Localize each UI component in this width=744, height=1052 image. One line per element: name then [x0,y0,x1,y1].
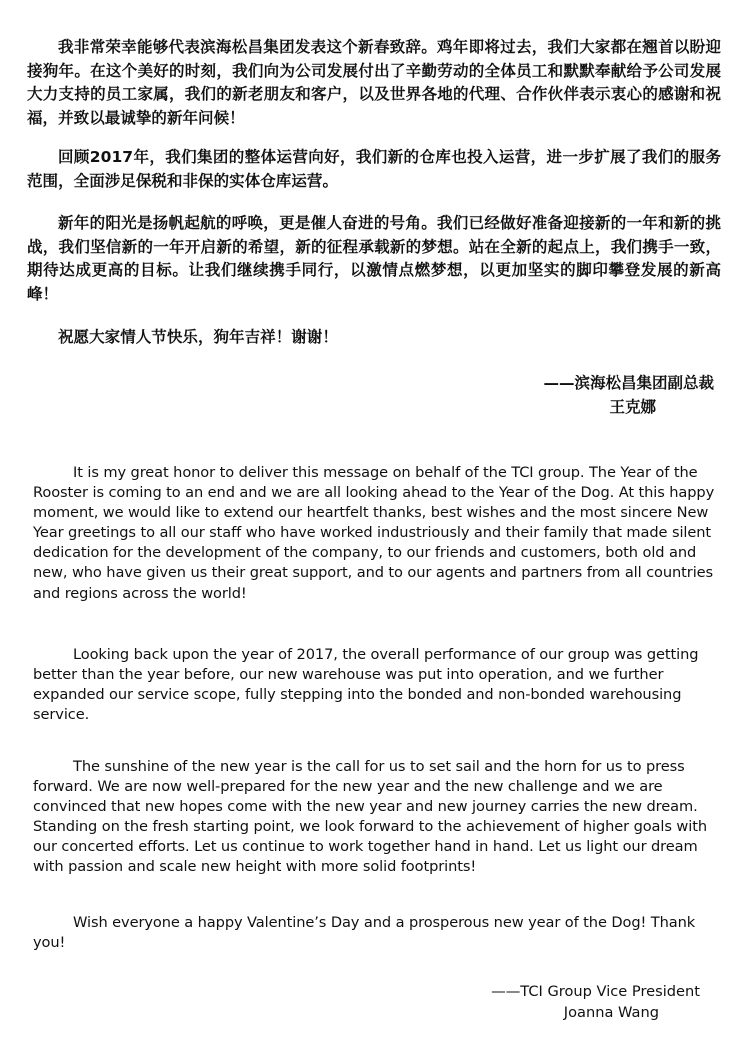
english-paragraph-1: It is my great honor to deliver this message on behalf of the TCI group. The Year of the Rooster is coming to an end and we are all looking ahead to the Year of the Dog. At this happy moment, we would like to extend our heartfelt thanks, best wishes and the most sincere New Year greetings to all our staff who have worked industriously and their family that made silent dedication for the development of the company, to our friends and customers, both old and new, who have given us their great support, and to our agents and partners from all countries and regions across the world! [33,464,715,602]
chinese-paragraph-3: 新年的阳光是扬帆起航的呼唤，更是催人奋进的号角。我们已经做好准备迎接新的一年和新的挑战，我们坚信新的一年开启新的希望，新的征程承载新的梦想。站在全新的起点上，我们携手一致，期待达成更高的目标。让我们继续携手同行，以激情点燃梦想，以更加坚实的脚印攀登发展的新高峰！ [27,214,721,303]
english-signature [491,981,700,1023]
chinese-signature-name: 王克娜 [609,397,656,416]
chinese-closing: 祝愿大家情人节快乐，狗年吉祥！谢谢！ [58,328,338,346]
english-paragraph-2: Looking back upon the year of 2017, the overall performance of our group was getting better than the year before, our new warehouse was put into operation, and we further expanded our service scope, fully stepping into the bonded and non-bonded warehousing service. [33,646,699,724]
english-signature-name: Joanna Wang [563,1004,659,1021]
chinese-signature [543,372,714,419]
english-signature-title: ——TCI Group Vice President [491,983,700,1000]
chinese-paragraph-1: 我非常荣幸能够代表滨海松昌集团发表这个新春致辞。鸡年即将过去，我们大家都在翘首以盼迎接狗年。在这个美好的时刻，我们向为公司发展付出了辛勤劳动的全体员工和默默奉献给予公司发展大力支持的员工家属，我们的新老朋友和客户，以及世界各地的代理、合作伙伴表示衷心的感谢和祝福，并致以最诚挚的新年问候！ [27,38,721,127]
english-paragraph-3: The sunshine of the new year is the call for us to set sail and the horn for us to press forward. We are now well-prepared for the new year and the new challenge and we are convinced that new hopes come with the new year and new journey carries the new dream. Standing on the fresh starting point, we look forward to the achievement of higher goals with our concerted efforts. Let us continue to work together hand in hand. Let us light our dream with passion and scale new height with more solid footprints! [33,758,707,876]
chinese-signature-title: ——滨海松昌集团副总裁 [543,374,714,392]
english-closing: Wish everyone a happy Valentine’s Day and a prosperous new year of the Dog! Thank you! [33,914,696,952]
chinese-paragraph-2: 回顾2017年，我们集团的整体运营向好，我们新的仓库也投入运营，进一步扩展了我们的服务范围，全面涉足保税和非保的实体仓库运营。 [27,148,721,190]
